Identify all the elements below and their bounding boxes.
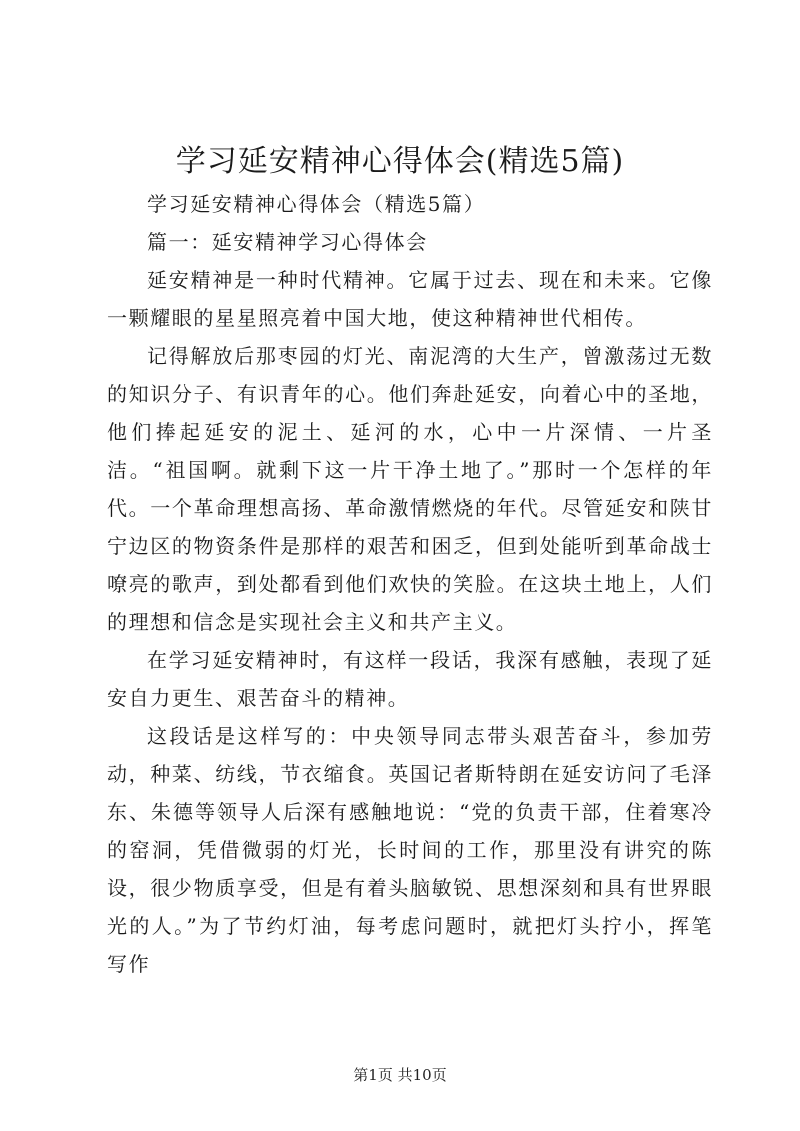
body-paragraph: 在学习延安精神时，有这样一段话，我深有感触，表现了延安自力更生、艰苦奋斗的精神。 — [107, 648, 713, 710]
body-paragraph: 这段话是这样写的：中央领导同志带头艰苦奋斗，参加劳动，种菜、纺线，节衣缩食。英国记者斯特朗在延安访问了毛泽东、朱德等领导人后深有感触地说：“党的负责干部，住着寒冷的窑洞，凭借微弱的灯光，长时间的工作，那里没有讲究的陈设，很少物质享受，但是有着头脑敏锐、思想深刻和具有世界眼光的人。”为了节约灯油，每考虑问题时，就把灯头拧小，挥笔写作 — [107, 724, 713, 976]
page-number: 第1页 共10页 — [353, 1066, 447, 1084]
body-paragraph: 记得解放后那枣园的灯光、南泥湾的大生产，曾激荡过无数的知识分子、有识青年的心。他们奔赴延安，向着心中的圣地，他们捧起延安的泥土、延河的水，心中一片深情、一片圣洁。“祖国啊。就剩下这一片干净土地了。”那时一个怎样的年代。一个革命理想高扬、革命激情燃烧的年代。尽管延安和陕甘宁边区的物资条件是那样的艰苦和困乏，但到处能听到革命战士嘹亮的歌声，到处都看到他们欢快的笑脸。在这块土地上，人们的理想和信念是实现社会主义和共产主义。 — [107, 344, 713, 634]
document-body — [107, 185, 713, 983]
body-paragraph: 延安精神是一种时代精神。它属于过去、现在和未来。它像一颗耀眼的星星照亮着中国大地，使这种精神世代相传。 — [107, 268, 713, 330]
document-title: 学习延安精神心得体会(精选5篇) — [175, 144, 625, 179]
section-heading: 篇一：延安精神学习心得体会 — [147, 230, 428, 254]
body-subtitle: 学习延安精神心得体会（精选5篇） — [147, 192, 486, 216]
